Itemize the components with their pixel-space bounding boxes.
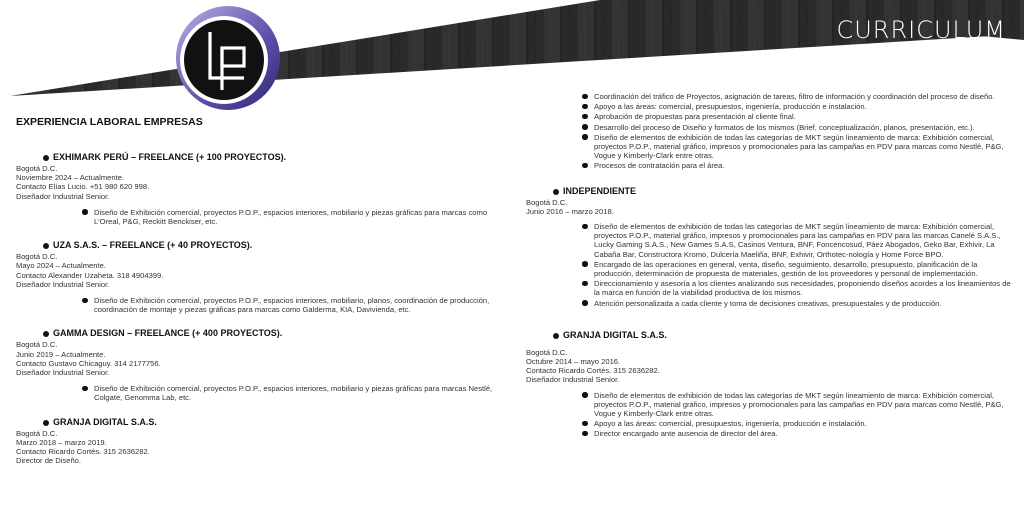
bullet-icon <box>553 189 559 195</box>
section-title: EXPERIENCIA LABORAL EMPRESAS <box>16 116 203 128</box>
job-title: GRANJA DIGITAL S.A.S. <box>526 330 1014 341</box>
job-info: Bogotá D.C. Junio 2019 – Actualmente. Contacto Gustavo Chicaguy. 314 2177756. Diseñador Industrial Senior. <box>16 340 161 378</box>
list-item: Diseño de Exhibición comercial, proyectos P.O.P., espacios interiores, mobiliario y piezas gráficas para marcas Nestlé, Colgate, Genomma Lab, etc. <box>82 384 496 402</box>
job-entry <box>526 186 1014 308</box>
job-info: Bogotá D.C. Junio 2016 – marzo 2018. <box>526 197 614 216</box>
list-item: Diseño de elementos de exhibición de todas las categorías de MKT según lineamiento de marca: Exhibición comercial, proyectos P.O.P., material gráfico, impresos y promocionales para las campañas en PDV para las marcas Canelé S.A.S., Lucky Gaming S.A.S., New Games S.A.S, Casinos Ventura, BNF, Foncencosud, Páez Abogados, Geko Bar, Exhivir, La Cabaña Bar, Constructora Kromo, Dulcería Maeliña, BNF, Exhivir, Orthotec-nología y Home Force BPO. <box>582 222 1014 259</box>
list-item: Aprobación de propuestas para presentación al cliente final. <box>582 112 1014 121</box>
job-bullets <box>16 384 496 402</box>
job-title: GAMMA DESIGN – FREELANCE (+ 400 PROYECTOS). <box>16 328 496 339</box>
job-title: UZA S.A.S. – FREELANCE (+ 40 PROYECTOS). <box>16 240 496 251</box>
list-item: Atención personalizada a cada cliente y toma de decisiones creativas, presupuestales y de producción. <box>582 299 1014 308</box>
job-title: EXHIMARK PERÚ – FREELANCE (+ 100 PROYECTOS). <box>16 152 496 163</box>
page-title: CURRICULUM <box>836 16 1006 44</box>
job-bullets <box>526 222 1014 308</box>
job-entry <box>16 240 496 314</box>
list-item: Apoyo a las áreas: comercial, presupuestos, ingeniería, producción e instalación. <box>582 419 1014 428</box>
left-column <box>16 152 496 479</box>
job-entry <box>16 152 496 226</box>
job-info: Bogotá D.C. Octubre 2014 – mayo 2016. Contacto Ricardo Cortés. 315 2636282. Diseñador Industrial Senior. <box>526 347 660 385</box>
list-item: Diseño de Exhibición comercial, proyectos P.O.P., espacios interiores, mobiliario, planos, coordinación de producción, coordinación de montaje y piezas gráficas para marcas como Galderma, KIA, Davivienda, etc. <box>82 296 496 314</box>
list-item: Encargado de las operaciones en general, venta, diseño, seguimiento, desarrollo, presupuesto, planificación de la producción, determinación de propuesta de materiales, gestión de los proveedores y personal de implementación. <box>582 260 1014 278</box>
job-entry <box>16 328 496 402</box>
job-title: INDEPENDIENTE <box>526 186 1014 197</box>
job-entry <box>16 417 496 466</box>
right-column <box>526 92 1014 453</box>
list-item: Diseño de elementos de exhibición de todas las categorías de MKT según lineamiento de marca: Exhibición comercial, proyectos P.O.P., material gráfico, impresos y promocionales para las campañas en PDV para marcas como Nestlé, P&G, Vogue y Kimberly-Clark entre otras. <box>582 133 1014 161</box>
job-info: Bogotá D.C. Noviembre 2024 – Actualmente. Contacto Elías Lucio. +51 980 620 998. Diseñador Industrial Senior. <box>16 164 150 201</box>
job-bullets <box>16 208 496 226</box>
job-bullets <box>526 391 1014 439</box>
list-item: Diseño de elementos de exhibición de todas las categorías de MKT según lineamiento de marca: Exhibición comercial, proyectos P.O.P., material gráfico, impresos y promocionales para las campañas en PDV para marcas como Nestlé, P&G, Vogue y Kimberly-Clark entre otras. <box>582 391 1014 419</box>
job-bullets <box>526 92 1014 171</box>
list-item: Direccionamiento y asesoría a los clientes analizando sus necesidades, proponiendo diseños acordes a los lineamientos de la marca en función de la viabilidad productiva de los mismos. <box>582 279 1014 297</box>
job-entry <box>526 330 1014 439</box>
bullet-icon <box>43 155 49 161</box>
bullet-icon <box>43 420 49 426</box>
job-title: GRANJA DIGITAL S.A.S. <box>16 417 496 428</box>
list-item: Desarrollo del proceso de Diseño y formatos de los mismos (Brief, conceptualización, planos, presentación, etc.). <box>582 123 1014 132</box>
job-info: Bogotá D.C. Marzo 2018 – marzo 2019. Contacto Ricardo Cortés. 315 2636282. Director de Diseño. <box>16 428 150 466</box>
list-item: Procesos de contratación para el área. <box>582 161 1014 170</box>
bullet-icon <box>553 333 559 339</box>
list-item: Director encargado ante ausencia de director del área. <box>582 429 1014 438</box>
list-item: Apoyo a las áreas: comercial, presupuestos, ingeniería, producción e instalación. <box>582 102 1014 111</box>
list-item: Coordinación del tráfico de Proyectos, asignación de tareas, filtro de información y coordinación del proceso de diseño. <box>582 92 1014 101</box>
job-info: Bogotá D.C. Mayo 2024 – Actualmente. Contacto Alexander Uzaheta. 318 4904399. Diseñador Industrial Senior. <box>16 252 164 289</box>
list-item: Diseño de Exhibición comercial, proyectos P.O.P., espacios interiores, mobiliario y piezas gráficas para marcas como L'Oreal, P&G, Reckitt Benckiser, etc. <box>82 208 496 226</box>
job-bullets <box>16 296 496 314</box>
